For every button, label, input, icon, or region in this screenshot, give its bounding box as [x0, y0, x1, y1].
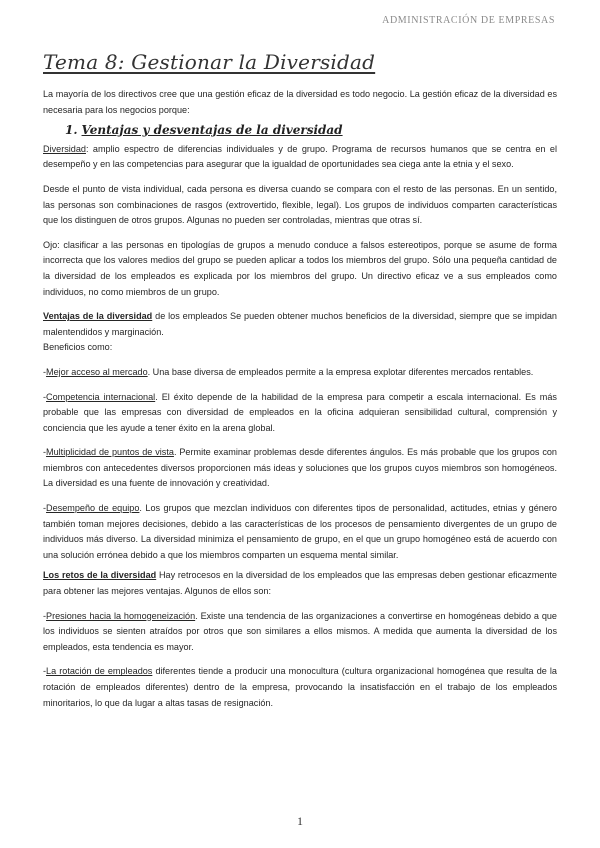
paragraph-ojo: Ojo: clasificar a las personas en tipologías de grupos a menudo conduce a falsos estereotipos, porque se asume de forma incorrecta que los valores medios del grupo se pueden aplicar a todos los miembros del grupo. Sólo una pequeña cantidad de la diversidad de los empleados es explicada por los miembros del grupo. Un directivo eficaz ve a sus empleados como individuos, no como miembros de un grupo. [43, 239, 557, 297]
running-header: ADMINISTRACIÓN DE EMPRESAS [382, 15, 555, 26]
benefit-item: -Mejor acceso al mercado. Una base diversa de empleados permite a la empresa explotar diferentes mercados rentables. [43, 366, 534, 377]
benefit-item: -Multiplicidad de puntos de vista. Permite examinar problemas desde diferentes ángulos. Es más probable que los grupos con miembros con antecedentes diversos proporcionen más ideas y soluciones que los grupos cuyos miembros son homogéneos. La diversidad es una fuente de innovación y creatividad. [43, 447, 557, 489]
page-title: Tema 8: Gestionar la Diversidad [43, 50, 376, 74]
document-body [43, 87, 557, 720]
section-title: Ventajas y desventajas de la diversidad [81, 123, 343, 138]
retos-heading: Los retos de la diversidad [43, 570, 157, 581]
benefit-item: -Desempeño de equipo. Los grupos que mezclan individuos con diferentes tipos de personalidad, actitudes, etnias y género también toman mejores decisiones, debido a las características de los procesos de pensamiento divergentes de un grupo de individuos más diverso. La diversidad minimiza el pensamiento de grupo, en el que un grupo homogéneo está de acuerdo con una solución errónea debido a que los miembros comparten un esquema mental similar. [43, 503, 557, 560]
benefit-term: Mejor acceso al mercado [46, 366, 148, 377]
term-diversidad: Diversidad [43, 143, 86, 154]
ventajas-sub: Beneficios como: [43, 342, 113, 353]
intro-paragraph: La mayoría de los directivos cree que una gestión eficaz de la diversidad es todo negocio. La gestión eficaz de la diversidad es necesaria para los negocios porque: [43, 89, 557, 115]
ventajas-text: de los empleados Se pueden obtener muchos beneficios de la diversidad, siempre que se impidan malentendidos y marginación. [43, 311, 557, 337]
ventajas-paragraph [43, 309, 557, 356]
diversidad-text: : amplio espectro de diferencias individuales y de grupo. Programa de recursos humanos que se centra en el desempeño y en las competencias para asegurar que la igualdad de oportunidades sea ciega ante la etnia y el sexo. [43, 143, 557, 170]
benefit-term: Multiplicidad de puntos de vista [46, 447, 174, 458]
retos-paragraph [43, 568, 557, 599]
benefit-item: -Competencia internacional. El éxito depende de la habilidad de la empresa para competir a escala internacional. Es más probable que las empresas con diversidad de empleados en la oficina adquieran sensibilidad cultural, comprensión y conciencia que les ayude a tener éxito en la arena global. [43, 391, 557, 433]
benefit-term: Desempeño de equipo [46, 503, 140, 514]
paragraph-individual: Desde el punto de vista individual, cada persona es diversa cuando se compara con el resto de las personas. En un sentido, las personas son combinaciones de rasgos (extrovertido, flexible, legal). Los grupos de individuos comparten características que los distinguen de otros grupos. Algunas no pueden ser controladas, mientras que otras sí. [43, 183, 557, 226]
section-heading [65, 123, 557, 139]
diversidad-definition [43, 142, 557, 173]
benefit-term: Competencia internacional [46, 391, 156, 402]
retos-text: Hay retrocesos en la diversidad de los empleados que las empresas deben gestionar eficazmente para obtener las mejores ventajas. Algunos de ellos son: [43, 570, 557, 597]
challenge-term: La rotación de empleados [46, 666, 153, 677]
ventajas-heading: Ventajas de la diversidad [43, 311, 153, 322]
page-number: 1 [297, 814, 303, 828]
section-number: 1. [65, 123, 78, 138]
challenge-item: -Presiones hacia la homogeneización. Existe una tendencia de las organizaciones a convertirse en homogéneas debido a que los individuos se sienten atraídos por otros que son similares a ellos mismos. A medida que aumenta la diversidad de los empleados, esta tendencia es mayor. [43, 610, 557, 652]
challenge-term: Presiones hacia la homogeneización [46, 610, 196, 621]
challenge-item: -La rotación de empleados diferentes tiende a producir una monocultura (cultura organizacional homogénea que resulta de la rotación de empleados diferentes) dentro de la empresa, provocando la insatisfacción en el trabajo de los empleados minoritarios, lo que da lugar a altas tasas de resignación. [43, 666, 557, 708]
